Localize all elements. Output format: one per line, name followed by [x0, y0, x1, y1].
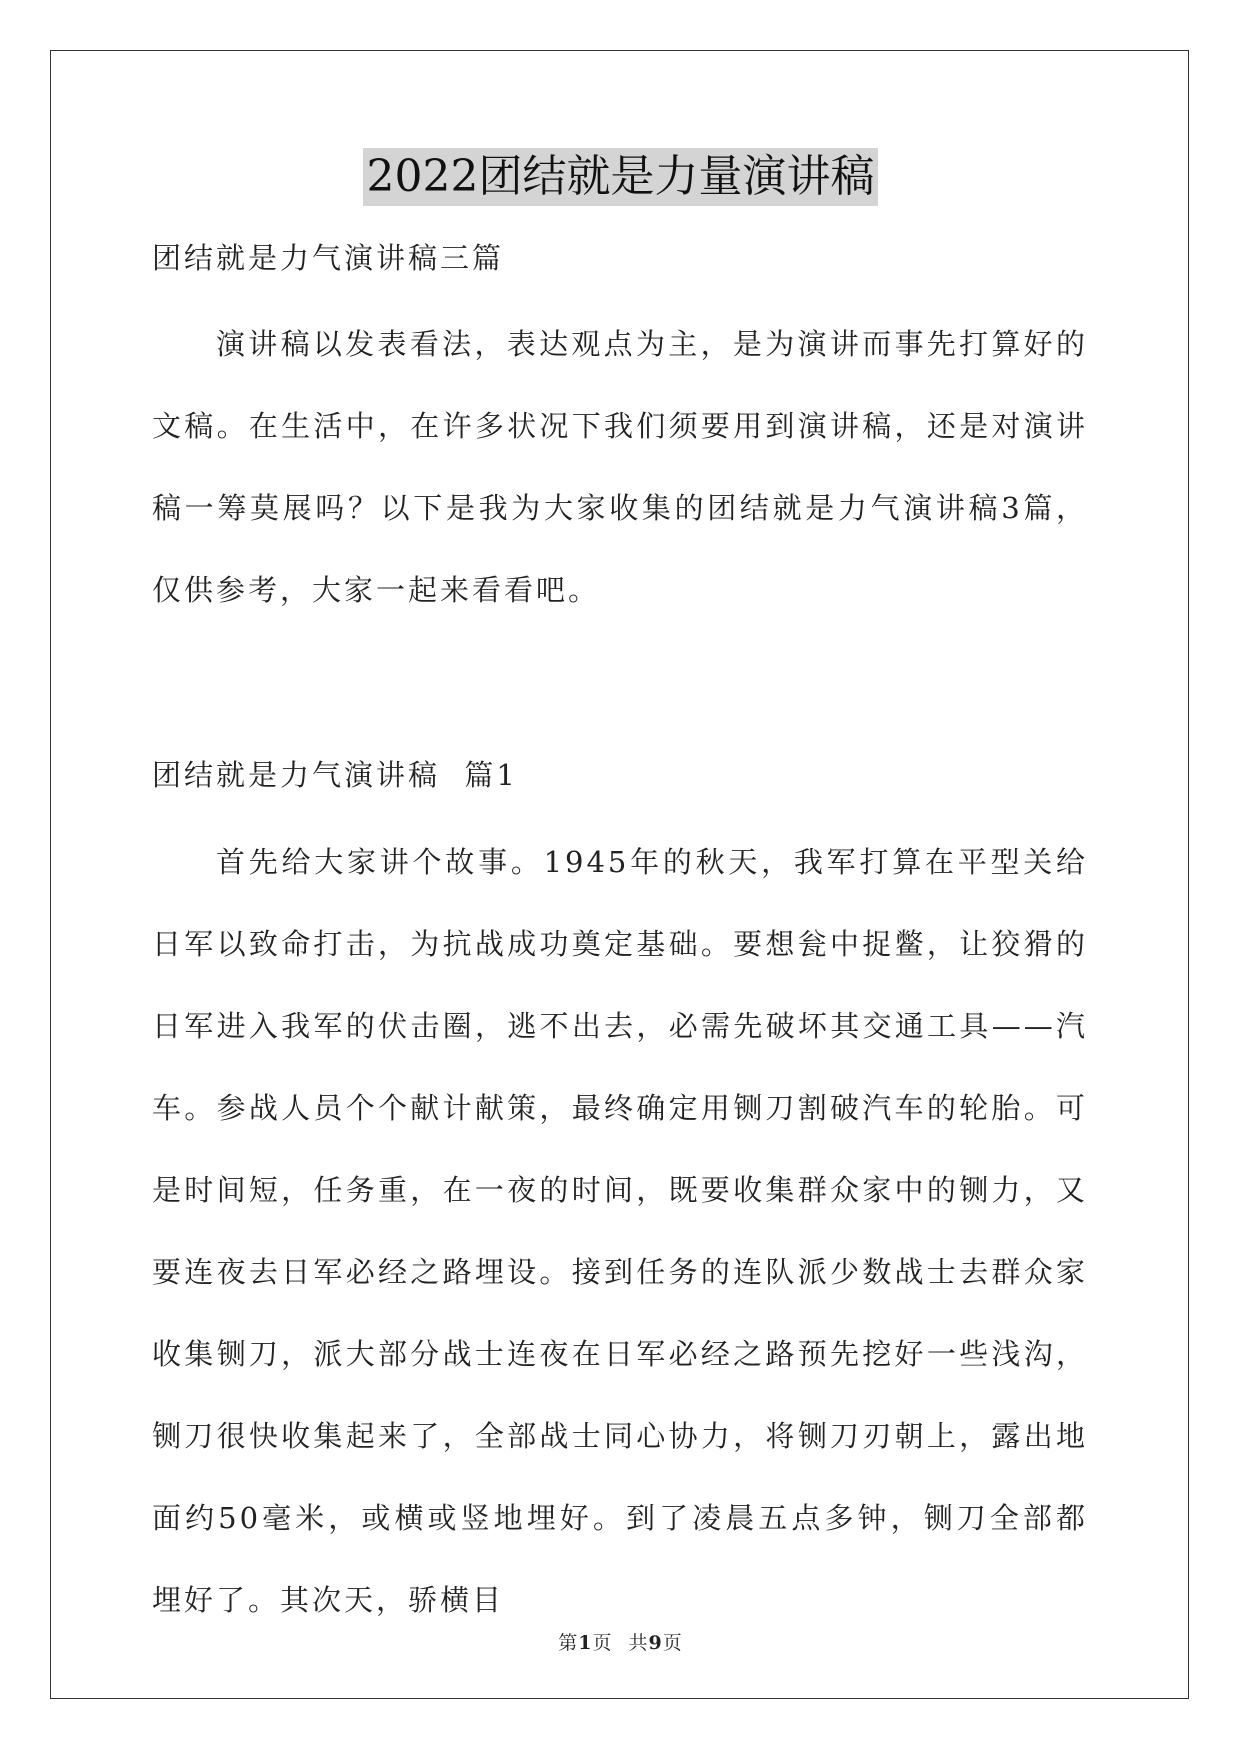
section1-paragraph: 首先给大家讲个故事。1945年的秋天，我军打算在平型关给日军以致命打击，为抗战成功奠定基础。要想瓮中捉鳖，让狡猾的日军进入我军的伏击圈，逃不出去，必需先破坏其交通工具——汽车。参战人员个个献计献策，最终确定用铡刀割破汽车的轮胎。可是时间短，任务重，在一夜的时间，既要收集群众家中的铡力，又要连夜去日军必经之路埋设。接到任务的连队派少数战士去群众家收集铡刀，派大部分战士连夜在日军必经之路预先挖好一些浅沟，铡刀很快收集起来了，全部战士同心协力，将铡刀刃朝上，露出地面约50毫米，或横或竖地埋好。到了凌晨五点多钟，铡刀全部都埋好了。其次天，骄横目 [152, 845, 1088, 1617]
intro-paragraph: 演讲稿以发表看法，表达观点为主，是为演讲而事先打算好的文稿。在生活中，在许多状况下我们须要用到演讲稿，还是对演讲稿一筹莫展吗？以下是我为大家收集的团结就是力气演讲稿3篇，仅供参考，大家一起来看看吧。 [152, 327, 1088, 607]
title-container [0, 148, 1241, 206]
total-suffix: 页 [662, 1632, 683, 1654]
page-prefix: 第 [558, 1632, 579, 1654]
document-title: 2022团结就是力量演讲稿 [363, 148, 879, 206]
total-prefix: 共 [628, 1632, 649, 1654]
section1-heading-block [152, 755, 1088, 795]
intro-heading: 团结就是力气演讲稿三篇 [152, 241, 505, 275]
section1-heading: 团结就是力气演讲稿 篇1 [152, 758, 518, 792]
page-suffix: 页 [592, 1632, 613, 1654]
current-page-number: 1 [578, 1632, 593, 1654]
intro-paragraph-block [152, 303, 1088, 631]
total-pages-number: 9 [648, 1632, 663, 1654]
intro-heading-block [152, 238, 1088, 278]
page-footer [0, 1628, 1241, 1655]
section1-paragraph-block [152, 821, 1088, 1641]
